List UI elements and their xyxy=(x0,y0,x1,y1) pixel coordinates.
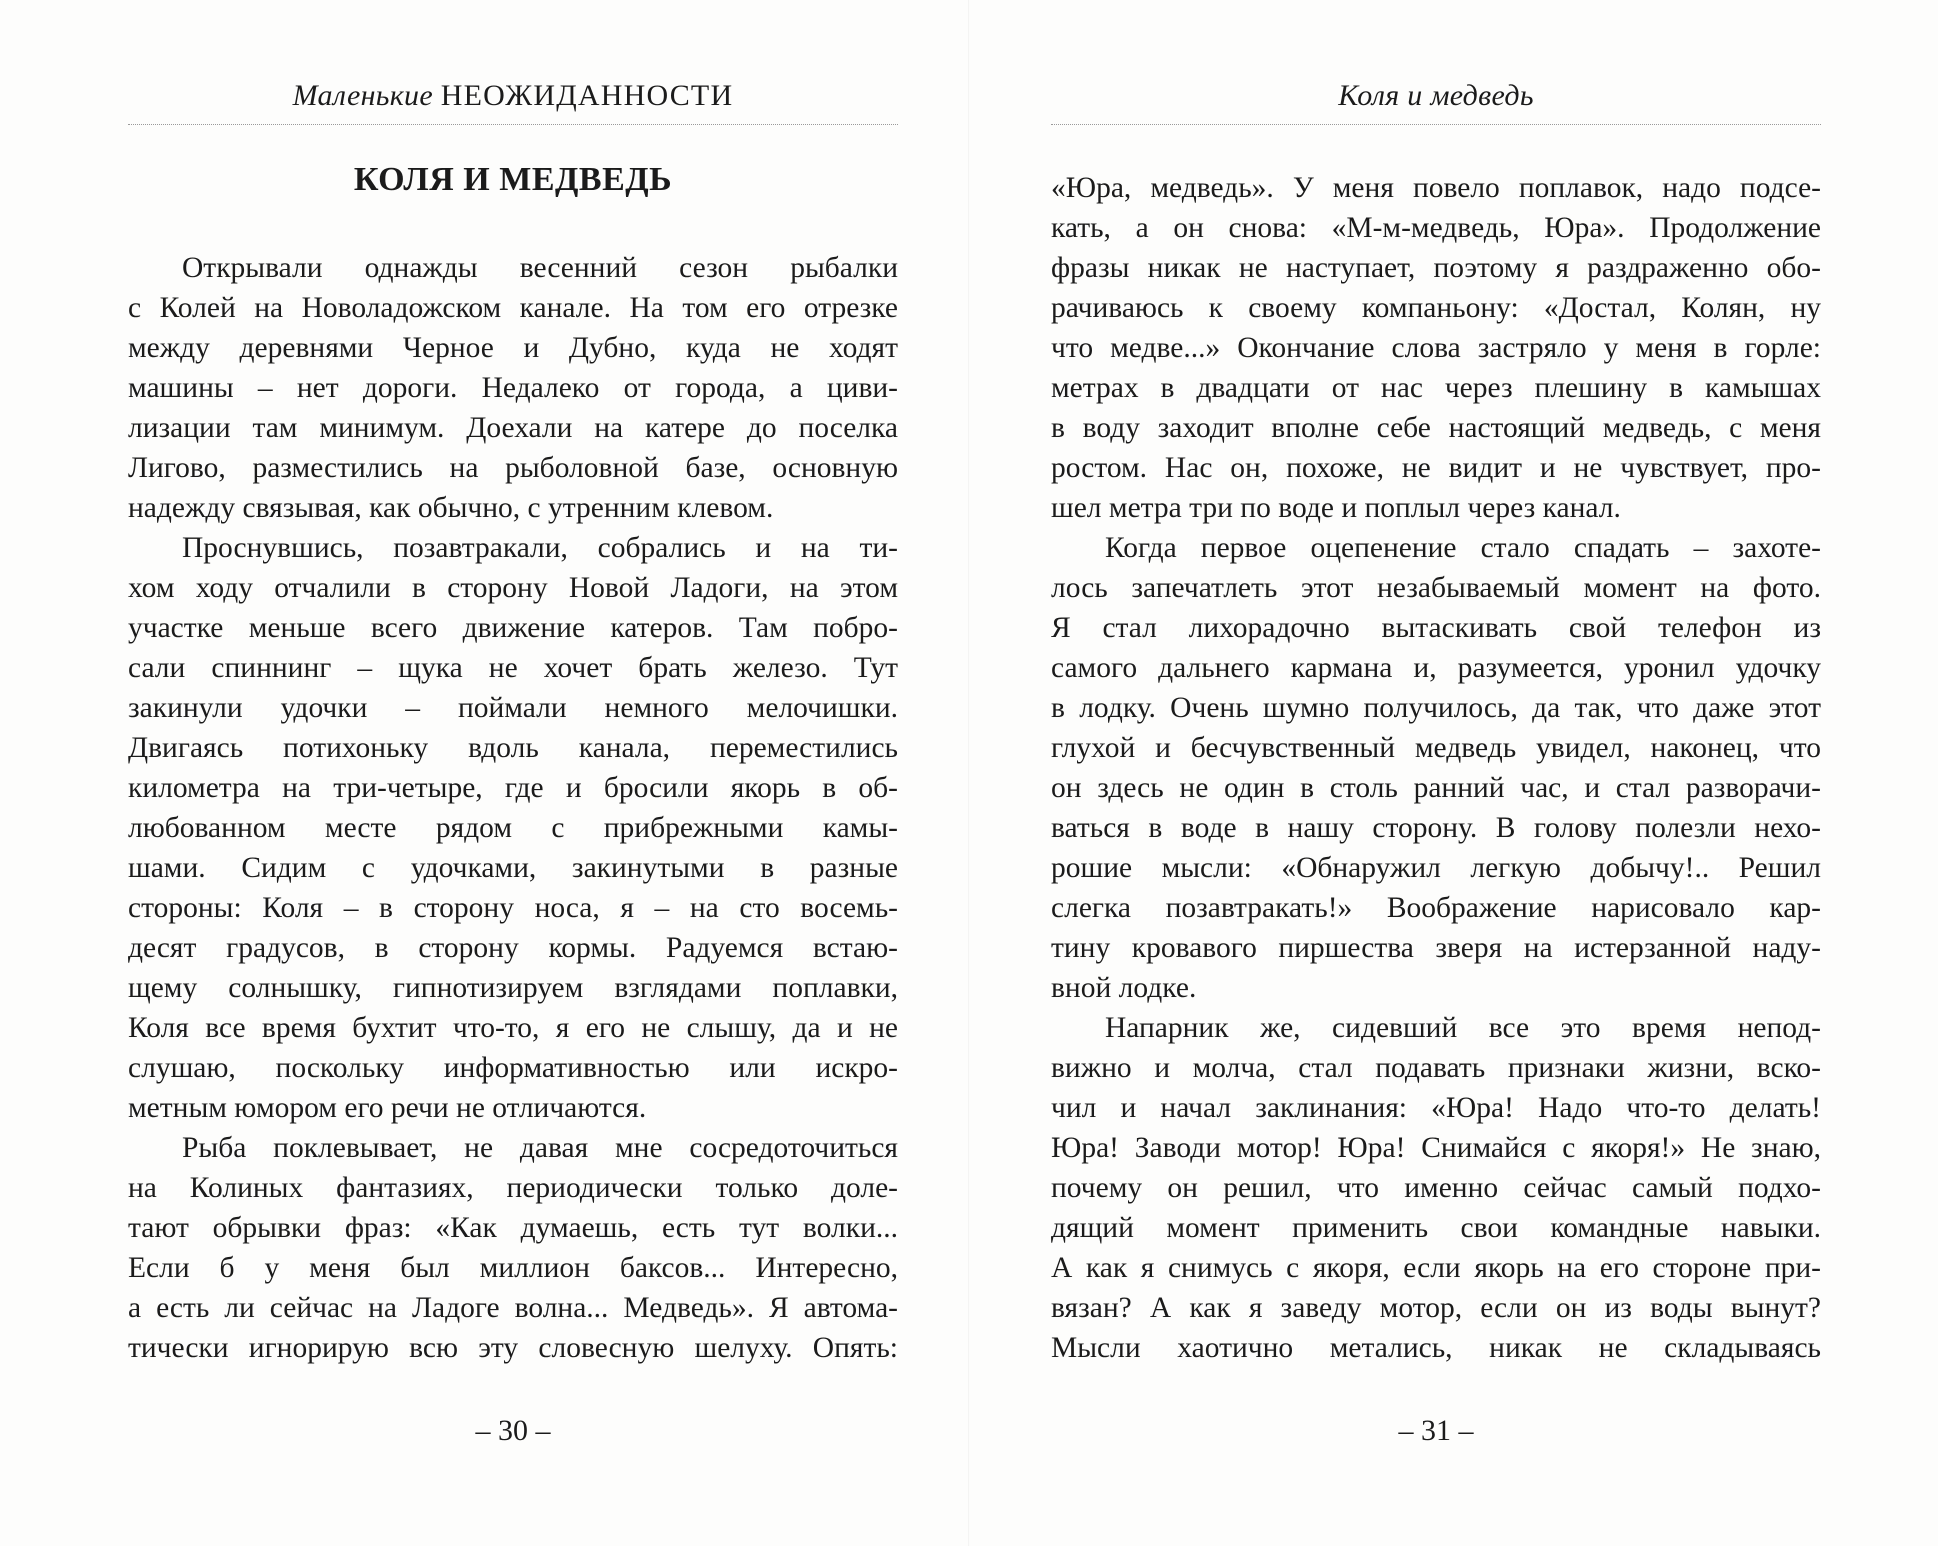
right-page xyxy=(1051,0,1821,1546)
text-line: тину кровавого пиршества зверя на истерзанной наду- xyxy=(1051,932,1821,964)
text-line: километра на три-четыре, где и бросили якорь в об- xyxy=(128,772,898,804)
text-line: что медве...» Окончание слова застряло у меня в горле: xyxy=(1051,332,1821,364)
text-line: глухой и бесчувственный медведь увидел, наконец, что xyxy=(1051,732,1821,764)
text-line: рачиваюсь к своему компаньону: «Достал, Колян, ну xyxy=(1051,292,1821,324)
text-line: слегка позавтракать!» Воображение нарисовало кар- xyxy=(1051,892,1821,924)
text-line: вной лодке. xyxy=(1051,972,1197,1004)
text-line: сали спиннинг – щука не хочет брать железо. Тут xyxy=(128,652,898,684)
text-line: тают обрывки фраз: «Как думаешь, есть тут волки... xyxy=(128,1212,898,1244)
text-line: Открывали однажды весенний сезон рыбалки xyxy=(182,252,898,284)
text-line: вижно и молча, стал подавать признаки жизни, вско- xyxy=(1051,1052,1821,1084)
text-line: Юра! Заводи мотор! Юра! Снимайся с якоря!» Не знаю, xyxy=(1051,1132,1821,1164)
text-line: Проснувшись, позавтракали, собрались и на ти- xyxy=(182,532,898,564)
chapter-title: КОЛЯ И МЕДВЕДЬ xyxy=(353,161,673,198)
text-line: любованном месте рядом с прибрежными камы- xyxy=(128,812,898,844)
text-line: в лодку. Очень шумно получилось, да так, что даже этот xyxy=(1051,692,1821,724)
left-head-rule xyxy=(128,124,898,125)
text-line: Двигаясь потихоньку вдоль канала, переместились xyxy=(128,732,898,764)
text-line: кать, а он снова: «М-м-медведь, Юра». Продолжение xyxy=(1051,212,1821,244)
left-running-head xyxy=(128,78,898,114)
book-gutter xyxy=(968,0,970,1546)
page-number-right: – 31 – xyxy=(1398,1414,1474,1447)
running-head-italic: Маленькие xyxy=(292,79,433,112)
text-line: участке меньше всего движение катеров. Там побро- xyxy=(128,612,898,644)
left-body-text xyxy=(128,248,898,1368)
text-line: он здесь не один в столь ранний час, и стал разворачи- xyxy=(1051,772,1821,804)
running-head-title: Коля и медведь xyxy=(1338,79,1534,112)
text-line: надежду связывая, как обычно, с утренним клевом. xyxy=(128,492,774,524)
text-line: дящий момент применить свои командные навыки. xyxy=(1051,1212,1821,1244)
text-line: Я стал лихорадочно вытаскивать свой телефон из xyxy=(1051,612,1821,644)
text-line: Рыба поклевывает, не давая мне сосредоточиться xyxy=(182,1132,898,1164)
text-line: лось запечатлеть этот незабываемый момент на фото. xyxy=(1051,572,1821,604)
text-line: между деревнями Черное и Дубно, куда не ходят xyxy=(128,332,898,364)
text-line: «Юра, медведь». У меня повело поплавок, надо подсе- xyxy=(1051,172,1821,204)
text-line: вязан? А как я заведу мотор, если он из воды вынут? xyxy=(1051,1292,1821,1324)
text-line: в воду заходит вполне себе настоящий медведь, с меня xyxy=(1051,412,1821,444)
right-head-rule xyxy=(1051,124,1821,125)
text-line: ваться в воде в нашу сторону. В голову полезли нехо- xyxy=(1051,812,1821,844)
text-line: десят градусов, в сторону кормы. Радуемся встаю- xyxy=(128,932,898,964)
text-line: Лигово, разместились на рыболовной базе, основную xyxy=(128,452,898,484)
text-line: машины – нет дороги. Недалеко от города, а циви- xyxy=(128,372,898,404)
text-line: щему солнышку, гипнотизируем взглядами поплавки, xyxy=(128,972,898,1004)
text-line: шел метра три по воде и поплыл через канал. xyxy=(1051,492,1621,524)
text-line: Мысли хаотично метались, никак не складываясь xyxy=(1051,1332,1821,1364)
text-line: ростом. Нас он, похоже, не видит и не чувствует, про- xyxy=(1051,452,1821,484)
text-line: метным юмором его речи не отличаются. xyxy=(128,1092,647,1124)
text-line: Коля все время бухтит что-то, я его не слышу, да и не xyxy=(128,1012,898,1044)
text-line: чил и начал заклинания: «Юра! Надо что-то делать! xyxy=(1051,1092,1821,1124)
text-line: фразы никак не наступает, поэтому я раздраженно обо- xyxy=(1051,252,1821,284)
text-line: рошие мысли: «Обнаружил легкую добычу!.. Решил xyxy=(1051,852,1821,884)
text-line: шами. Сидим с удочками, закинутыми в разные xyxy=(128,852,898,884)
text-line: самого дальнего кармана и, разумеется, уронил удочку xyxy=(1051,652,1821,684)
left-page xyxy=(128,0,898,1546)
text-line: А как я снимусь с якоря, если якорь на его стороне при- xyxy=(1051,1252,1821,1284)
text-line: на Колиных фантазиях, периодически только доле- xyxy=(128,1172,898,1204)
text-line: почему он решил, что именно сейчас самый подхо- xyxy=(1051,1172,1821,1204)
text-line: слушаю, поскольку информативностью или искро- xyxy=(128,1052,898,1084)
right-running-head xyxy=(1051,78,1821,114)
text-line: метрах в двадцати от нас через плешину в камышах xyxy=(1051,372,1821,404)
text-line: лизации там минимум. Доехали на катере до поселка xyxy=(128,412,898,444)
running-head-caps: НЕОЖИДАННОСТИ xyxy=(440,79,734,112)
text-line: Если б у меня был миллион баксов... Интересно, xyxy=(128,1252,898,1284)
text-line: Когда первое оцепенение стало спадать – захоте- xyxy=(1105,532,1821,564)
page-number-left: – 30 – xyxy=(475,1414,551,1447)
text-line: а есть ли сейчас на Ладоге волна... Медведь». Я автома- xyxy=(128,1292,898,1324)
right-body-text xyxy=(1051,168,1821,1368)
text-line: хом ходу отчалили в сторону Новой Ладоги, на этом xyxy=(128,572,898,604)
text-line: закинули удочки – поймали немного мелочишки. xyxy=(128,692,898,724)
text-line: с Колей на Новоладожском канале. На том его отрезке xyxy=(128,292,898,324)
text-line: стороны: Коля – в сторону носа, я – на сто восемь- xyxy=(128,892,898,924)
text-line: Напарник же, сидевший все это время непод- xyxy=(1105,1012,1821,1044)
text-line: тически игнорирую всю эту словесную шелуху. Опять: xyxy=(128,1332,898,1364)
